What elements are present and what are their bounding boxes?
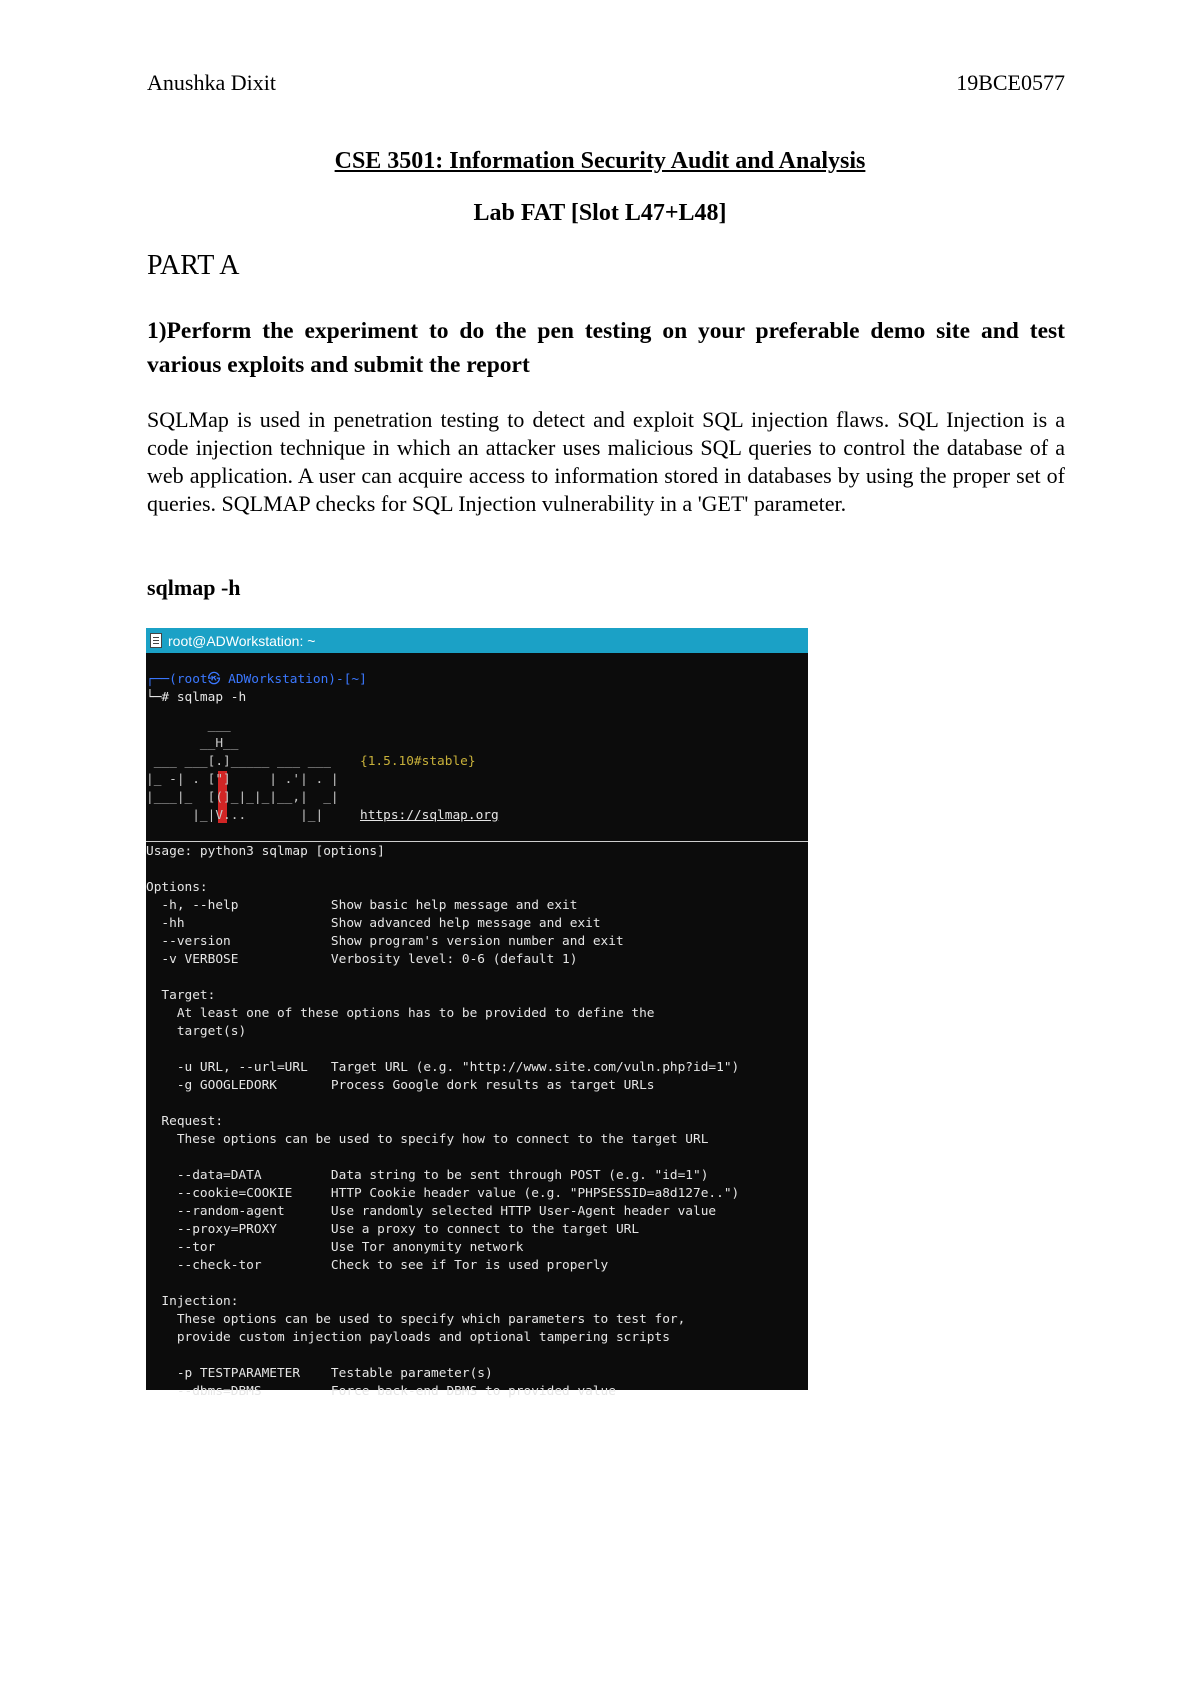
terminal-prompt-user: ┌──(root㉿ ADWorkstation)-[~] (146, 672, 367, 687)
help-line: -u URL, --url=URL Target URL (e.g. "http://www.site.com/vuln.php?id=1") (146, 1060, 740, 1075)
terminal-window-title: root@ADWorkstation: ~ (168, 632, 316, 649)
usage-line: Usage: python3 sqlmap [options] (146, 844, 385, 859)
help-line: target(s) (146, 1024, 247, 1039)
help-line: --proxy=PROXY Use a proxy to connect to the target URL (146, 1222, 640, 1237)
help-line: Options: (146, 880, 208, 895)
help-line: These options can be used to specify which parameters to test for, (146, 1312, 686, 1327)
command-heading: sqlmap -h (147, 575, 241, 600)
help-line: --version Show program's version number and exit (146, 934, 624, 949)
document-subtitle: Lab FAT [Slot L47+L48] (473, 200, 727, 226)
logo-line: __H__ (146, 736, 239, 751)
help-line: --tor Use Tor anonymity network (146, 1240, 524, 1255)
header-author: Anushka Dixit (147, 70, 276, 95)
help-line: -p TESTPARAMETER Testable parameter(s) (146, 1366, 493, 1381)
sqlmap-version: {1.5.10#stable} (360, 754, 476, 769)
help-line: Request: (146, 1114, 224, 1129)
logo-line: ___ ___[.]_____ ___ ___ (146, 754, 331, 769)
terminal-titlebar (146, 628, 808, 653)
help-line: At least one of these options has to be provided to define the (146, 1006, 655, 1021)
help-line: These options can be used to specify how to connect to the target URL (146, 1132, 709, 1147)
question-text: 1)Perform the experiment to do the pen testing on your preferable demo site and test various exploits and submit the report (147, 318, 1065, 378)
help-line: --data=DATA Data string to be sent through POST (e.g. "id=1") (146, 1168, 709, 1183)
help-line: -h, --help Show basic help message and exit (146, 898, 578, 913)
help-line: Target: (146, 988, 216, 1003)
intro-paragraph: SQLMap is used in penetration testing to detect and exploit SQL injection flaws. SQL Injection is a code injection technique in which an attacker uses malicious SQL queries to control the database of a web application. A user can acquire access to information stored in databases by using the proper set of queries. SQLMAP checks for SQL Injection vulnerability in a 'GET' parameter. (147, 407, 1065, 516)
logo-line: |_ -| . ["] | .'| . | (146, 772, 339, 787)
help-line: provide custom injection payloads and optional tampering scripts (146, 1330, 670, 1345)
terminal-window-icon (150, 633, 162, 648)
sqlmap-site-link: https://sqlmap.org (360, 808, 499, 823)
help-line: --dbms=DBMS Force back-end DBMS to provided value (146, 1384, 616, 1399)
help-line: Injection: (146, 1294, 239, 1309)
help-line: --cookie=COOKIE HTTP Cookie header value (e.g. "PHPSESSID=a8d127e..") (146, 1186, 740, 1201)
terminal-screenshot (146, 628, 808, 1399)
document-title: CSE 3501: Information Security Audit and Analysis (334, 148, 866, 174)
header-reg-no: 19BCE0577 (956, 70, 1065, 95)
logo-divider (146, 841, 808, 842)
help-line: -v VERBOSE Verbosity level: 0-6 (default 1) (146, 952, 578, 967)
help-line: -hh Show advanced help message and exit (146, 916, 601, 931)
logo-line: |___|_ [(]_|_|_|__,| _| (146, 790, 339, 805)
help-line: --check-tor Check to see if Tor is used properly (146, 1258, 609, 1273)
logo-line: ___ (146, 718, 231, 733)
help-line: --random-agent Use randomly selected HTTP User-Agent header value (146, 1204, 717, 1219)
terminal-prompt-command: └─# sqlmap -h (146, 690, 247, 705)
logo-line: |_|V... |_| (146, 808, 324, 823)
help-line: -g GOOGLEDORK Process Google dork results as target URLs (146, 1078, 655, 1093)
part-heading: PART A (147, 250, 240, 281)
